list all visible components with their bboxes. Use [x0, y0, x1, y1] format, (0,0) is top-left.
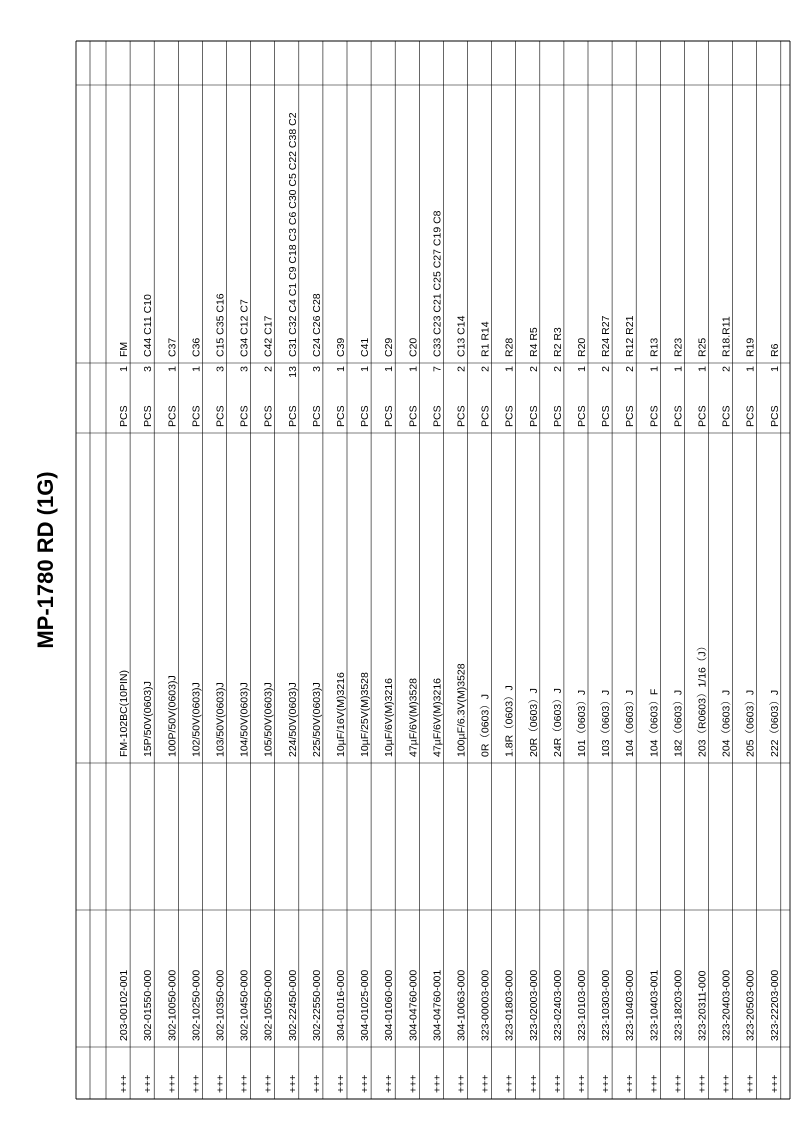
part-number: 323-10303-000: [600, 969, 613, 1041]
quantity: 3: [238, 366, 251, 372]
part-number: 302-10450-000: [238, 969, 251, 1041]
unit: PCS: [527, 405, 540, 427]
row-marker: +++: [624, 1074, 637, 1093]
unit: PCS: [262, 405, 275, 427]
part-description: 10µF/6V(M)3216: [383, 677, 396, 757]
location-refs: R4 R5: [527, 327, 540, 357]
unit: PCS: [383, 405, 396, 427]
unit: PCS: [479, 405, 492, 427]
quantity: 2: [455, 366, 468, 372]
part-number: 323-02403-000: [551, 969, 564, 1041]
location-refs: C20: [407, 337, 420, 357]
row-marker: +++: [527, 1074, 540, 1093]
unit: PCS: [335, 405, 347, 427]
part-number: 323-02003-000: [527, 969, 540, 1041]
row-marker: +++: [744, 1074, 757, 1093]
unit: PCS: [744, 405, 757, 427]
part-number: 304-01025-000: [359, 969, 372, 1041]
unit: PCS: [359, 405, 372, 427]
quantity: 2: [551, 366, 564, 372]
row-marker: +++: [214, 1074, 227, 1093]
part-description: 100P/50V(0603)J: [166, 675, 179, 757]
location-refs: R25: [696, 337, 709, 357]
part-description: 105/50V(0603)J: [262, 682, 275, 757]
row-marker: +++: [166, 1074, 179, 1093]
quantity: 1: [166, 366, 179, 372]
row-marker: +++: [142, 1074, 155, 1093]
location-refs: C41: [359, 337, 372, 357]
location-refs: R24 R27: [600, 315, 613, 357]
part-number: 302-10350-000: [214, 969, 227, 1041]
part-number: 323-10403-001: [648, 969, 661, 1041]
part-number: 323-10403-000: [624, 969, 637, 1041]
row-marker: +++: [407, 1074, 420, 1093]
part-number: 302-10250-000: [190, 969, 203, 1041]
quantity: 13: [286, 366, 299, 378]
quantity: 2: [600, 366, 613, 372]
part-description: 104（0603）F: [648, 688, 661, 757]
location-refs: R28: [503, 337, 516, 357]
part-description: 24R（0603）J: [551, 688, 564, 757]
part-number: 302-10550-000: [262, 969, 275, 1041]
part-description: 205（0603）J: [744, 689, 757, 757]
part-description: 1.8R（0603）J: [503, 685, 516, 757]
location-refs: R18.R11: [720, 316, 733, 357]
row-marker: +++: [359, 1074, 372, 1093]
unit: PCS: [672, 405, 685, 427]
quantity: 1: [696, 366, 709, 372]
row-marker: +++: [576, 1074, 588, 1093]
location-refs: C33 C23 C21 C25 C27 C19 C8: [431, 210, 444, 357]
part-number: 323-18203-000: [672, 969, 685, 1041]
row-marker: +++: [286, 1074, 299, 1093]
row-marker: +++: [310, 1074, 323, 1093]
location-refs: C31 C32 C4 C1 C9 C18 C3 C6 C30 C5 C22 C38 C2: [286, 112, 299, 357]
part-description: 224/50V(0603)J: [286, 682, 299, 757]
quantity: 1: [335, 366, 347, 372]
row-marker: +++: [600, 1074, 613, 1093]
quantity: 1: [576, 366, 588, 372]
part-number: 302-10050-000: [166, 969, 179, 1041]
row-marker: +++: [551, 1074, 564, 1093]
quantity: 2: [624, 366, 637, 372]
location-refs: R23: [672, 337, 685, 357]
part-description: 104/50V(0603)J: [238, 682, 251, 757]
unit: PCS: [720, 405, 733, 427]
unit: PCS: [696, 405, 709, 427]
unit: PCS: [600, 405, 613, 427]
location-refs: C34 C12 C7: [238, 299, 251, 357]
quantity: 1: [648, 366, 661, 372]
part-description: 47µF/6V(M)3216: [431, 677, 444, 757]
part-description: 101（0603）J: [576, 689, 588, 757]
quantity: 1: [190, 366, 203, 372]
part-number: 323-00003-000: [479, 969, 492, 1041]
row-marker: +++: [262, 1074, 275, 1093]
part-description: 182（0603）J: [672, 689, 685, 757]
quantity: 1: [503, 366, 516, 372]
quantity: 1: [407, 366, 420, 372]
unit: PCS: [238, 405, 251, 427]
row-marker: +++: [190, 1074, 203, 1093]
quantity: 1: [768, 366, 781, 372]
part-number: 304-01060-000: [383, 969, 396, 1041]
location-refs: C13 C14: [455, 315, 468, 357]
unit: PCS: [118, 405, 131, 427]
part-number: 203-00102-001: [118, 969, 131, 1041]
quantity: 2: [262, 366, 275, 372]
row-marker: +++: [335, 1074, 347, 1093]
row-marker: +++: [479, 1074, 492, 1093]
quantity: 3: [142, 366, 155, 372]
part-description: 10µF/25V(M)3528: [359, 672, 372, 757]
location-refs: R6: [768, 343, 781, 357]
unit: PCS: [551, 405, 564, 427]
location-refs: C37: [166, 337, 179, 357]
part-number: 302-22550-000: [310, 969, 323, 1041]
unit: PCS: [190, 405, 203, 427]
row-marker: +++: [455, 1074, 468, 1093]
quantity: 1: [359, 366, 372, 372]
part-description: 47µF/6V(M)3528: [407, 677, 420, 757]
location-refs: C15 C35 C16: [214, 293, 227, 357]
location-refs: C39: [335, 337, 347, 357]
unit: PCS: [648, 405, 661, 427]
part-description: 225/50V(0603)J: [310, 682, 323, 757]
part-description: FM-102BC(10PIN): [118, 670, 131, 757]
part-description: 100µF/6.3V(M)3528: [455, 663, 468, 757]
row-marker: +++: [431, 1074, 444, 1093]
part-description: 204（0603）J: [720, 689, 733, 757]
part-number: 304-01016-000: [335, 969, 347, 1041]
unit: PCS: [576, 405, 588, 427]
quantity: 2: [720, 366, 733, 372]
part-description: 15P/50V(0603)J: [142, 681, 155, 757]
location-refs: R13: [648, 337, 661, 357]
part-description: 222（0603）J: [768, 689, 781, 757]
unit: PCS: [624, 405, 637, 427]
unit: PCS: [768, 405, 781, 427]
unit: PCS: [503, 405, 516, 427]
location-refs: R1 R14: [479, 321, 492, 357]
part-description: 104（0603）J: [624, 689, 637, 757]
location-refs: C29: [383, 337, 396, 357]
location-refs: C36: [190, 337, 203, 357]
row-marker: +++: [238, 1074, 251, 1093]
unit: PCS: [214, 405, 227, 427]
part-description: 103/50V(0603)J: [214, 682, 227, 757]
page-title: MP-1780 RD (1G): [33, 471, 58, 649]
bom-table: [76, 41, 790, 1099]
part-number: 304-04760-001: [431, 969, 444, 1041]
part-number: 323-01803-000: [503, 969, 516, 1041]
part-description: 0R（0603）J: [479, 693, 492, 757]
quantity: 2: [479, 366, 492, 372]
part-description: 20R（0603）J: [527, 688, 540, 757]
row-marker: +++: [672, 1074, 685, 1093]
part-number: 323-20503-000: [744, 969, 757, 1041]
unit: PCS: [286, 405, 299, 427]
unit: PCS: [431, 405, 444, 427]
location-refs: C24 C26 C28: [310, 293, 323, 357]
quantity: 7: [431, 366, 444, 372]
row-marker: +++: [118, 1074, 131, 1093]
row-marker: +++: [648, 1074, 661, 1093]
location-refs: C44 C11 C10: [142, 294, 155, 357]
part-number: 323-10103-000: [576, 969, 588, 1041]
part-number: 323-22203-000: [768, 969, 781, 1041]
unit: PCS: [166, 405, 179, 427]
row-marker: +++: [696, 1074, 709, 1093]
location-refs: R12 R21: [624, 315, 637, 357]
part-number: 302-22450-000: [286, 969, 299, 1041]
quantity: 1: [744, 366, 757, 372]
part-description: 203（R0603）1/16（J）: [696, 640, 709, 757]
row-marker: +++: [768, 1074, 781, 1093]
unit: PCS: [455, 405, 468, 427]
part-number: 323-20311-000: [696, 970, 709, 1041]
location-refs: R19: [744, 337, 757, 357]
part-description: 10µF/16V(M)3216: [335, 672, 347, 757]
quantity: 1: [672, 366, 685, 372]
location-refs: R20: [576, 337, 588, 357]
part-number: 323-20403-000: [720, 969, 733, 1041]
quantity: 1: [383, 366, 396, 372]
part-description: 103（0603）J: [600, 689, 613, 757]
row-marker: +++: [383, 1074, 396, 1093]
quantity: 2: [527, 366, 540, 372]
row-marker: +++: [503, 1074, 516, 1093]
unit: PCS: [407, 405, 420, 427]
unit: PCS: [142, 405, 155, 427]
part-number: 304-10063-000: [455, 969, 468, 1041]
quantity: 3: [310, 366, 323, 372]
part-description: 102/50V(0603)J: [190, 682, 203, 757]
location-refs: FM: [118, 341, 131, 357]
row-marker: +++: [720, 1074, 733, 1093]
location-refs: C42 C17: [262, 315, 275, 357]
unit: PCS: [310, 405, 323, 427]
quantity: 3: [214, 366, 227, 372]
quantity: 1: [118, 366, 131, 372]
part-number: 304-04760-000: [407, 969, 420, 1041]
location-refs: R2 R3: [551, 327, 564, 357]
part-number: 302-01550-000: [142, 969, 155, 1041]
